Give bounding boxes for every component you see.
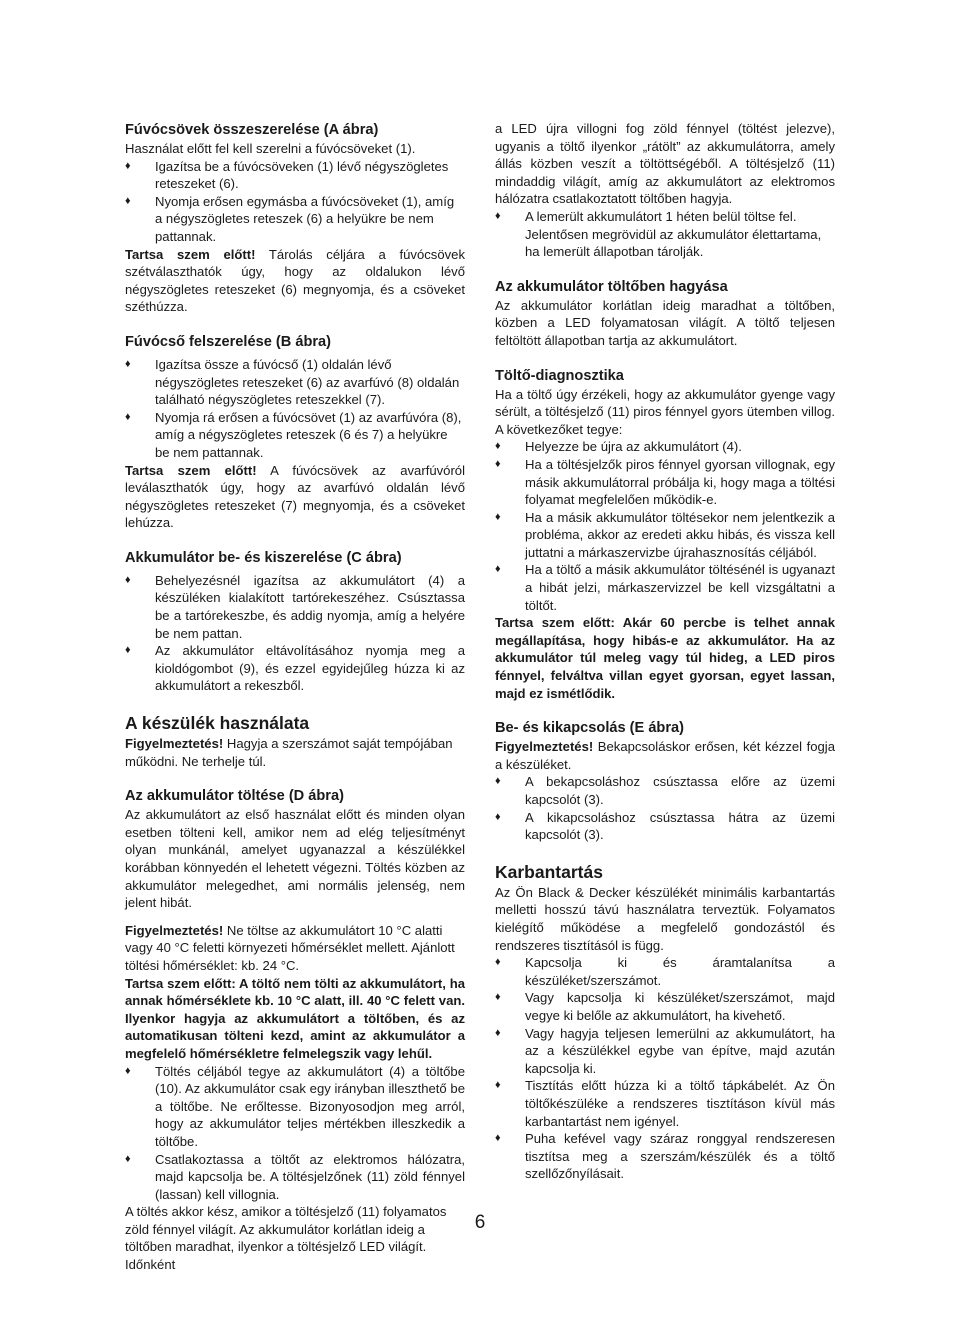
paragraph: Használat előtt fel kell szerelni a fúvócsöveket (1). — [125, 141, 416, 156]
bullet-list — [495, 438, 835, 614]
section-charger-diagnostics — [495, 366, 835, 703]
diamond-bullet-icon: ♦ — [125, 644, 131, 657]
list-item — [125, 409, 465, 462]
list-item — [125, 356, 465, 409]
list-item-text: A bekapcsoláshoz csúsztassa előre az üzemi kapcsolót (3). — [525, 774, 835, 807]
list-item-text: Nyomja erősen egymásba a fúvócsöveket (1), amíg a négyszögletes reteszek (6) a helyükre be nem pattannak. — [155, 193, 455, 244]
bullet-list — [125, 572, 465, 695]
diamond-bullet-icon: ♦ — [495, 775, 501, 788]
list-item-text: Az akkumulátor eltávolításához nyomja meg a kioldógombot (9), és ezzel egyidejűleg húzza ki az akkumulátort a rekeszből. — [155, 643, 465, 694]
list-item-text: Vagy hagyja teljesen lemerülni az akkumulátort, ha az a készülékkel egybe van építve, majd azután kapcsolja ki. — [525, 1025, 835, 1076]
diamond-bullet-icon: ♦ — [495, 510, 501, 523]
list-item-text: Nyomja rá erősen a fúvócsövet (1) az avarfúvóra (8), amíg a négyszögletes reteszek (6 és 7) a helyükre be nem pattannak. — [155, 409, 462, 460]
diamond-bullet-icon: ♦ — [495, 563, 501, 576]
diamond-bullet-icon: ♦ — [495, 440, 501, 453]
section-title: Akkumulátor be- és kiszerelése (C ábra) — [125, 549, 402, 566]
section-title: A készülék használata — [125, 713, 310, 734]
list-item-text: A lemerült akkumulátort 1 héten belül töltse fel. Jelentősen megrövidül az akkumulátor élettartama, ha lemerült állapotban tárolják. — [525, 208, 822, 260]
left-column — [125, 120, 465, 1274]
section-charging — [125, 786, 465, 1273]
note-label: Tartsa szem előtt! — [125, 462, 257, 478]
page-number: 6 — [474, 1212, 486, 1233]
diamond-bullet-icon: ♦ — [125, 1152, 131, 1165]
diamond-bullet-icon: ♦ — [125, 159, 131, 172]
section-maintenance — [495, 860, 835, 1183]
warning-text: Ne töltse az akkumulátort 10 °C alatti vagy 40 °C feletti környezeti hőmérséklet mellett. Ajánlott töltési hőmérséklet: kb. 24 °C. — [125, 922, 455, 973]
note-text: A fúvócsövek az avarfúvóról leválaszthatók úgy, hogy az avarfúvó oldalán lévő négyszögletes reteszeket (7) megnyomja, és a csöveket lehúzza. — [125, 462, 465, 531]
section-title: Az akkumulátor töltőben hagyása — [495, 278, 728, 295]
section-nozzle-assembly — [125, 120, 465, 316]
note-text: Tárolás céljára a fúvócsövek szétválaszthatók úgy, hogy az oldalukon lévő négyszögletes reteszeket (6) megnyomja, és a csöveket széthúzza. — [125, 246, 465, 315]
section-on-off — [495, 718, 835, 844]
list-item-text: Ha a töltő a másik akkumulátor töltésénél is ugyanazt a hibát jelzi, márkaszervizzel be kell vizsgáltatni a töltőt. — [525, 562, 835, 613]
list-item-text: Helyezze be újra az akkumulátort (4). — [525, 439, 742, 455]
bold-note: Tartsa szem előtt: Akár 60 percbe is telhet annak megállapítása, hogy hibás-e az akkumulátor. Ha az akkumulátor túl meleg vagy túl hideg, a LED piros fénnyel, felváltva villan egyet gyorsan, egyet lassan, majd ez ismétlődik. — [495, 615, 835, 701]
list-item-text: Kapcsolja ki és áramtalanítsa a készüléket/szerszámot. — [525, 955, 835, 988]
list-item — [495, 456, 835, 509]
section-title: Karbantartás — [495, 861, 603, 882]
bullet-list — [125, 158, 465, 246]
warning-label: Figyelmeztetés! — [125, 922, 224, 938]
bullet-list — [125, 356, 465, 462]
section-title: Az akkumulátor töltése (D ábra) — [125, 788, 344, 805]
warning-label: Figyelmeztetés! — [495, 739, 594, 755]
list-item — [125, 642, 465, 695]
warning-paragraph — [125, 922, 465, 975]
list-item — [495, 773, 835, 808]
warning-text: Hagyja a szerszámot saját tempójában működni. Ne terhelje túl. — [125, 736, 453, 769]
list-item — [495, 561, 835, 614]
diamond-bullet-icon: ♦ — [125, 573, 131, 586]
section-title: Be- és kikapcsolás (E ábra) — [495, 720, 684, 737]
section-title: Fúvócsövek összeszerelése (A ábra) — [125, 122, 379, 138]
list-item — [495, 809, 835, 844]
diamond-bullet-icon: ♦ — [495, 1132, 501, 1145]
list-item — [495, 954, 835, 989]
list-item-text: Ha a másik akkumulátor töltésekor nem jelentkezik a probléma, akkor az eredeti akku hibás, és vissza kell juttatni a márkaszervizbe újrahasznosítás céljából. — [525, 509, 835, 560]
list-item — [495, 1025, 835, 1078]
section-title: Töltő-diagnosztika — [495, 367, 624, 384]
list-item — [495, 208, 835, 261]
diamond-bullet-icon: ♦ — [495, 209, 501, 222]
list-item — [125, 1063, 465, 1151]
diamond-bullet-icon: ♦ — [125, 194, 131, 207]
paragraph: Az Ön Black & Decker készülékét minimális karbantartás melletti hosszú távú használatra terveztük. Folyamatos kielégítő működése a megfelelő gondozástól és rendszeres tisztításól is függ. — [495, 884, 835, 953]
bullet-list — [495, 208, 835, 261]
warning-paragraph — [495, 738, 835, 773]
paragraph: a LED újra villogni fog zöld fénnyel (töltést jelezve), ugyanis a töltő ilyenkor „rátölt” az akkumulátorra, amely állás közben veszít a töltöttségéből. A töltésjelző (11) mindaddig világít, amíg az akkumulátort az elektromos hálózatra csatlakoztatott töltőben hagyja. — [495, 121, 835, 207]
diamond-bullet-icon: ♦ — [495, 991, 501, 1004]
diamond-bullet-icon: ♦ — [495, 457, 501, 470]
diamond-bullet-icon: ♦ — [495, 1079, 501, 1092]
list-item — [125, 193, 465, 246]
right-column — [495, 120, 835, 1183]
section-usage — [125, 711, 465, 770]
paragraph: Az akkumulátor korlátlan ideig maradhat a töltőben, közben a LED folyamatosan világít. A töltő teljesen feltöltött állapotban tartja az akkumulátort. — [495, 297, 835, 348]
note-paragraph — [125, 246, 465, 316]
list-item-text: Ha a töltésjelzők piros fénnyel gyorsan villognak, egy másik akkumulátorral próbálja ki, hogy maga a töltési folyamat megfelelően működik-e. — [525, 456, 835, 508]
note-paragraph — [125, 462, 465, 532]
list-item-text: Töltés céljából tegye az akkumulátort (4) a töltőbe (10). Az akkumulátor csak egy irányban illeszthető be a töltőbe. Ne erőltesse. Bizonyosodjon meg arról, hogy az akkumulátor teljes mértékben illeszkedik a töltőbe. — [155, 1063, 465, 1149]
list-item-text: Tisztítás előtt húzza ki a töltő tápkábelét. Az Ön töltőkészüléke a rendszeres tisztításon kívül más karbantartást nem igényel. — [525, 1078, 835, 1129]
list-item-text: Behelyezésnél igazítsa az akkumulátort (4) a készüléken kialakított tartórekeszéhez. Csúsztassa be a tartórekeszbe, és addig nyomja, amíg a helyére be nem pattan. — [155, 572, 465, 641]
diamond-bullet-icon: ♦ — [125, 1064, 131, 1077]
list-item-text: Vagy kapcsolja ki készüléket/szerszámot, majd vegye ki belőle az akkumulátort, ha kivehető. — [525, 990, 835, 1023]
list-item — [495, 509, 835, 562]
list-item — [495, 989, 835, 1024]
warning-text: Bekapcsoláskor erősen, két kézzel fogja a készüléket. — [495, 739, 835, 772]
list-item-text: Igazítsa össze a fúvócső (1) oldalán lévő négyszögletes reteszeket (6) az avarfúvó (8) oldalán található négyszögletes reteszekkel (7). — [155, 356, 460, 408]
paragraph: A töltés akkor kész, amikor a töltésjelző (11) folyamatos zöld fénnyel világít. Az akkumulátor korlátlan ideig a töltőben maradhat, ilyenkor a töltésjelző LED világít. Időnként — [125, 1204, 447, 1273]
bullet-list — [125, 1063, 465, 1204]
list-item-text: A kikapcsoláshoz csúsztassa hátra az üzemi kapcsolót (3). — [525, 809, 835, 843]
list-item — [125, 1151, 465, 1204]
section-title: Fúvócső felszerelése (B ábra) — [125, 333, 332, 350]
bullet-list — [495, 954, 835, 1183]
diamond-bullet-icon: ♦ — [495, 1026, 501, 1039]
warning-paragraph — [125, 735, 465, 770]
list-item — [125, 572, 465, 642]
diamond-bullet-icon: ♦ — [495, 956, 501, 969]
bold-note: Tartsa szem előtt: A töltő nem tölti az akkumulátort, ha annak hőmérséklete kb. 10 °C alatt, ill. 40 °C felett van. Ilyenkor hagyja az akkumulátort a töltőben, és az automatikusan tölteni kezd, amint az akkumulátor a megfelelő hőmérsékletre felmelegszik vagy lehűl. — [125, 975, 465, 1061]
list-item — [125, 158, 465, 193]
warning-label: Figyelmeztetés! — [125, 736, 224, 752]
paragraph: Ha a töltő úgy érzékeli, hogy az akkumulátor gyenge vagy sérült, a töltésjelző (11) piros fénnyel gyors ütemben villog. A következőket tegye: — [495, 386, 835, 437]
section-charging-continued — [495, 120, 835, 261]
paragraph: Az akkumulátort az első használat előtt és minden olyan esetben tölteni kell, amikor nem ad elég teljesítményt olyan munkánál, amelyet ugyanazzal a készülékkel korábban könnyedén el lehetett végezni. Töltés közben az akkumulátor melegedhet, ami normális jelenség, nem jelent hibát. — [125, 807, 465, 911]
section-leaving-in-charger — [495, 277, 835, 350]
bullet-list — [495, 773, 835, 843]
diamond-bullet-icon: ♦ — [125, 410, 131, 423]
list-item — [495, 1077, 835, 1130]
section-nozzle-mount — [125, 332, 465, 532]
list-item — [495, 438, 835, 456]
note-label: Tartsa szem előtt! — [125, 246, 256, 262]
list-item — [495, 1130, 835, 1183]
diamond-bullet-icon: ♦ — [495, 810, 501, 823]
diamond-bullet-icon: ♦ — [125, 357, 131, 370]
list-item-text: Igazítsa be a fúvócsöveken (1) lévő négyszögletes reteszeket (6). — [155, 158, 449, 192]
section-battery-install — [125, 548, 465, 695]
list-item-text: Csatlakoztassa a töltőt az elektromos hálózatra, majd kapcsolja be. A töltésjelzőnek (11) zöld fénnyel (lassan) kell villognia. — [155, 1151, 465, 1202]
list-item-text: Puha kefével vagy száraz ronggyal rendszeresen tisztítsa meg a szerszám/készülék és a töltő szellőzőnyílásait. — [525, 1131, 835, 1182]
